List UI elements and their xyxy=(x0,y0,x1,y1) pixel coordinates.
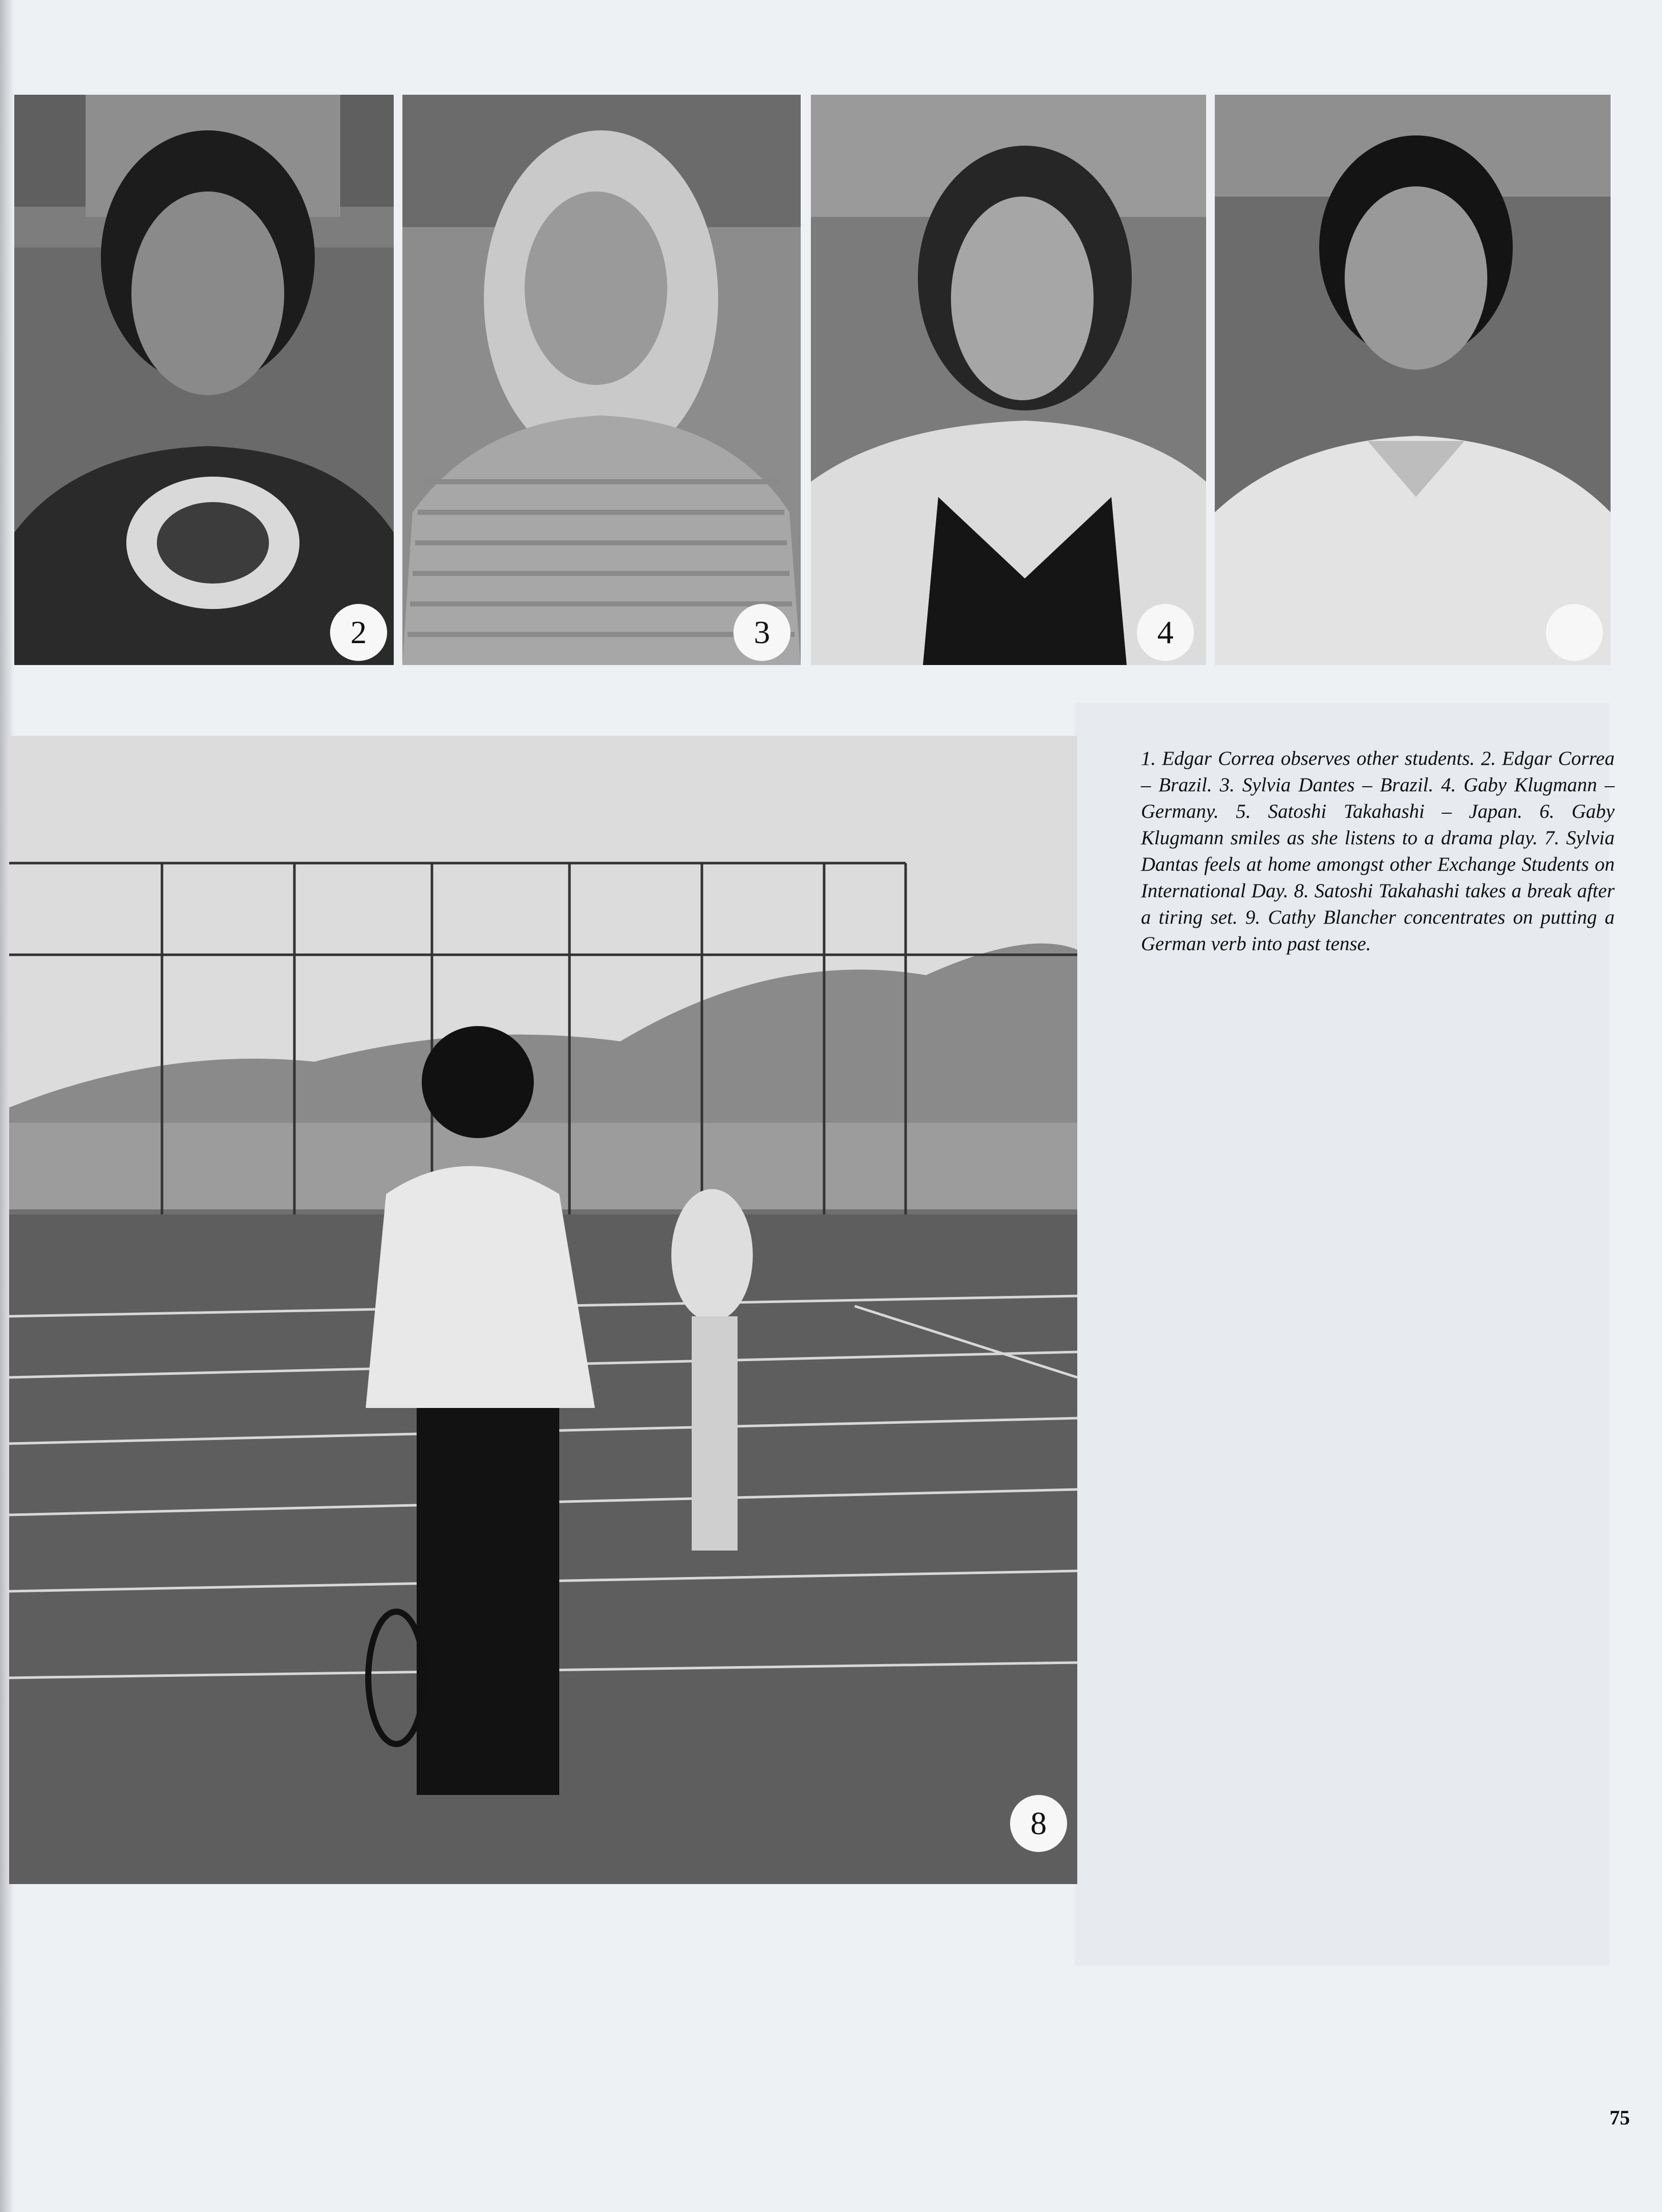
tennis-court-image xyxy=(9,736,1077,1884)
photo-number-badge: 3 xyxy=(733,604,791,661)
portrait-photo-4 xyxy=(811,95,1206,665)
photo-number-badge: 4 xyxy=(1137,604,1194,661)
portrait-image xyxy=(1215,95,1611,665)
photo-caption: 1. Edgar Correa observes other students. 2. Edgar Correa – Brazil. 3. Sylvia Dantes – Brazil. 4. Gaby Klugmann – Germany. 5. Satoshi Takahashi – Japan. 6. Gaby Klugmann smiles as she listens to a drama play. 7. Sylvia Dantas feels at home amongst other Exchange Students on International Day. 8. Satoshi Takahashi takes a break after a tiring set. 9. Cathy Blancher concentrates on putting a German verb into past tense. xyxy=(1141,748,1615,955)
portrait-image xyxy=(402,95,801,665)
portrait-photo-5 xyxy=(1215,95,1611,665)
portrait-image xyxy=(811,95,1206,665)
page-number: 75 xyxy=(1610,2106,1630,2129)
tennis-photo-8 xyxy=(9,736,1077,1884)
photo-number-badge: 8 xyxy=(1010,1795,1067,1852)
portrait-image xyxy=(14,95,394,665)
photo-number-badge: 2 xyxy=(330,604,387,661)
portrait-photo-3 xyxy=(402,95,801,665)
portrait-photo-2 xyxy=(14,95,394,665)
photo-number-badge xyxy=(1546,604,1603,661)
